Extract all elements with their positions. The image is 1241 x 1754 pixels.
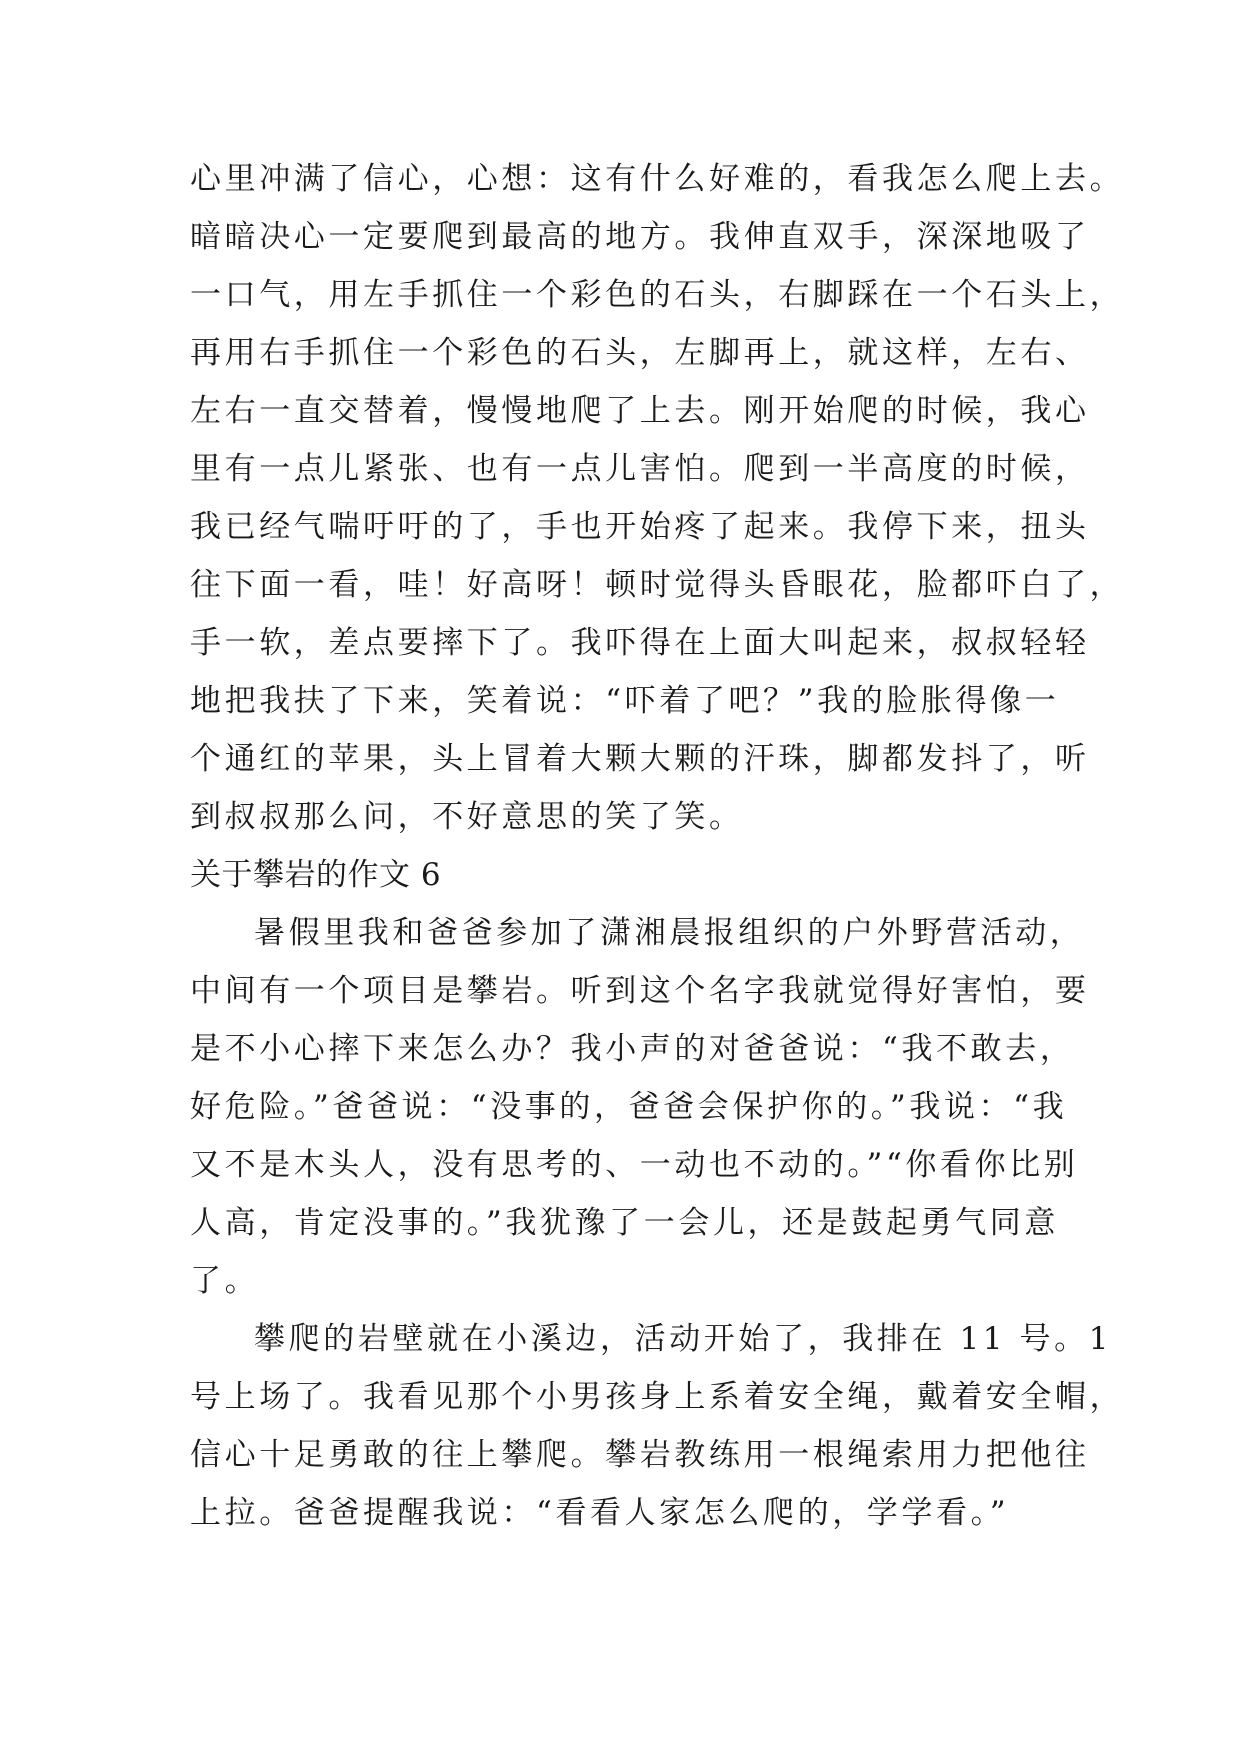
text-line: 好危险。”爸爸说：“没事的，爸爸会保护你的。”我说：“我 — [190, 1089, 1068, 1125]
text-line: 地把我扶了下来，笑着说：“吓着了吧？”我的脸胀得像一 — [190, 683, 1060, 719]
text-line: 人高，肯定没事的。”我犹豫了一会儿，还是鼓起勇气同意 — [190, 1205, 1059, 1241]
text-line: 信心十足勇敢的往上攀爬。攀岩教练用一根绳索用力把他往 — [190, 1437, 1090, 1473]
essay-continuation — [190, 150, 1125, 846]
text-line: 再用右手抓住一个彩色的石头，左脚再上，就这样，左右、 — [190, 335, 1090, 371]
essay-section — [190, 846, 1125, 1542]
text-line: 上拉。爸爸提醒我说：“看看人家怎么爬的，学学看。” — [190, 1495, 1010, 1531]
text-line: 中间有一个项目是攀岩。听到这个名字我就觉得好害怕，要 — [190, 973, 1090, 1009]
text-line: 个通红的苹果，头上冒着大颗大颗的汗珠，脚都发抖了，听 — [190, 741, 1090, 777]
text-line: 手一软，差点要摔下了。我吓得在上面大叫起来，叔叔轻轻 — [190, 625, 1090, 661]
text-line: 暗暗决心一定要爬到最高的地方。我伸直双手，深深地吸了 — [190, 219, 1090, 255]
text-line: 左右一直交替着，慢慢地爬了上去。刚开始爬的时候，我心 — [190, 393, 1090, 429]
text-line: 又不是木头人，没有思考的、一动也不动的。”“你看你比别 — [190, 1147, 1079, 1183]
text-line: 攀爬的岩壁就在小溪边，活动开始了，我排在 11 号。1 — [254, 1321, 1113, 1357]
paragraph — [190, 1310, 1125, 1542]
text-line: 了。 — [190, 1263, 260, 1299]
text-line: 往下面一看，哇！好高呀！顿时觉得头昏眼花，脸都吓白了， — [190, 567, 1125, 603]
text-line: 是不小心摔下来怎么办？我小声的对爸爸说：“我不敢去， — [190, 1031, 1075, 1067]
text-line: 里有一点儿紧张、也有一点儿害怕。爬到一半高度的时候， — [190, 451, 1090, 487]
essay-title: 关于攀岩的作文 6 — [190, 857, 442, 893]
text-line: 到叔叔那么问，不好意思的笑了笑。 — [190, 799, 744, 835]
text-line: 暑假里我和爸爸参加了潇湘晨报组织的户外野营活动， — [254, 915, 1085, 951]
text-line: 号上场了。我看见那个小男孩身上系着安全绳，戴着安全帽， — [190, 1379, 1125, 1415]
text-line: 心里冲满了信心，心想：这有什么好难的，看我怎么爬上去。 — [190, 161, 1125, 197]
text-line: 一口气，用左手抓住一个彩色的石头，右脚踩在一个石头上， — [190, 277, 1125, 313]
paragraph — [190, 904, 1090, 1310]
text-line: 我已经气喘吁吁的了，手也开始疼了起来。我停下来，扭头 — [190, 509, 1090, 545]
